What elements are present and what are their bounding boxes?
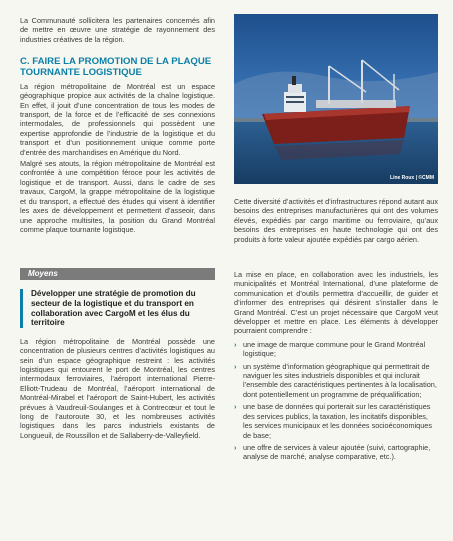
chevron-right-icon: ›: [234, 339, 237, 349]
list-item: › une image de marque commune pour le Grand Montréal logistique;: [234, 339, 426, 359]
subheading-block: [20, 289, 215, 327]
ship-illustration: [234, 14, 438, 184]
elements-list: [234, 340, 438, 462]
moyens-label: Moyens: [20, 268, 215, 280]
intro-paragraph: La Communauté sollicitera les partenaires concernés afin de mettre en œuvre une stratégie de rayonnement des industries créatives de la région.: [20, 16, 215, 44]
subheading: Développer une stratégie de promotion du secteur de la logistique et du transport en collaboration avec CargoM et les élus du territoire: [31, 289, 196, 328]
paragraph-activity-centers: La région métropolitaine de Montréal possède une concentration de plusieurs centres d’activités logistiques au sein d’un espace géographique restreint : les activités logistiques qui entourent le port de Montréal, les centres intermodaux ferroviaires, l’aéroport international Pierre-Elliott-Trudeau de Montréal, l’aéroport international de Montréal-Mirabel et l’aéroport de Saint-Hubert, les activités prévues à Vaudreuil-Soulanges et à Contrecœur et tout le long de l’autoroute 30, et les nombreuses activités logistiques dans les parcs industriels existants de Longueuil, de Roussillon et de Sallaberry-de-Valleyfield.: [20, 336, 215, 440]
list-item: › un système d’information géographique qui permettrait de naviguer les sites industriels disponibles et qui inclurait l’ensemble des caractéristiques pertinentes à la localisation, dont potentiellement un programme de préqualification;: [234, 361, 437, 399]
paragraph-diversity: Cette diversité d’activités et d’infrastructures répond autant aux besoins des entreprises manufacturières qui ont des volumes élevés, expédiés par cargo maritime ou ferroviaire, qu’aux besoins des entreprises en haute technologie qui ont des produits à forte valeur ajoutée expédiés par cargo aérien.: [234, 197, 438, 244]
chevron-right-icon: ›: [234, 442, 237, 452]
photo-credit: Line Roux | ©CMM: [390, 175, 434, 181]
right-lower-block: [234, 270, 438, 465]
cargo-ship-photo: [234, 14, 438, 184]
left-column: [20, 0, 215, 440]
list-item: › une offre de services à valeur ajoutée (suivi, cartographie, analyse de marché, analyse comparative, etc.).: [234, 442, 431, 462]
chevron-right-icon: ›: [234, 402, 237, 412]
paragraph-logistics-region: La région métropolitaine de Montréal est un espace géographique propice aux activités de la chaîne logistique. En effet, il jouit d’une concentration de tous les modes de transport, de la force et de l’efficacité de ses connexions intermodales, de professionnels qui possèdent une expertise approfondie de l’industrie de la logistique et du transport et d’un positionnement unique comme porte d’entrée des marchandises en Amérique du Nord.: [20, 81, 215, 157]
paragraph-competition: Malgré ses atouts, la région métropolitaine de Montréal est confrontée à une compétition féroce pour les activités de logistique et de transport. Aussi, dans le cadre de ses travaux, CargoM, la grappe métropolitaine de la logistique et du transport, a effectué des études qui visent à identifier les axes de développement et permettent d’asseoir, dans une approche multisites, la position du Grand Montréal comme plaque tournante logistique.: [20, 159, 215, 234]
section-title: C. FAIRE LA PROMOTION DE LA PLAQUE TOURNANTE LOGISTIQUE: [20, 56, 212, 79]
paragraph-platform: La mise en place, en collaboration avec les industriels, les municipalités et Montréal International, d’une plateforme de communication et d’outils permettra d’accueillir, de guider et d’informer des entreprises qui désirent s’installer dans le Grand Montréal. C’est un projet nécessaire que CargoM veut développer et mettre en place. Les éléments à développer pourraient comprendre :: [234, 270, 438, 336]
list-item: › une base de données qui porterait sur les caractéristiques des services publics, la taxation, les incitatifs disponibles, les services municipaux et les données socioéconomiques de base;: [234, 402, 433, 440]
chevron-right-icon: ›: [234, 361, 237, 371]
